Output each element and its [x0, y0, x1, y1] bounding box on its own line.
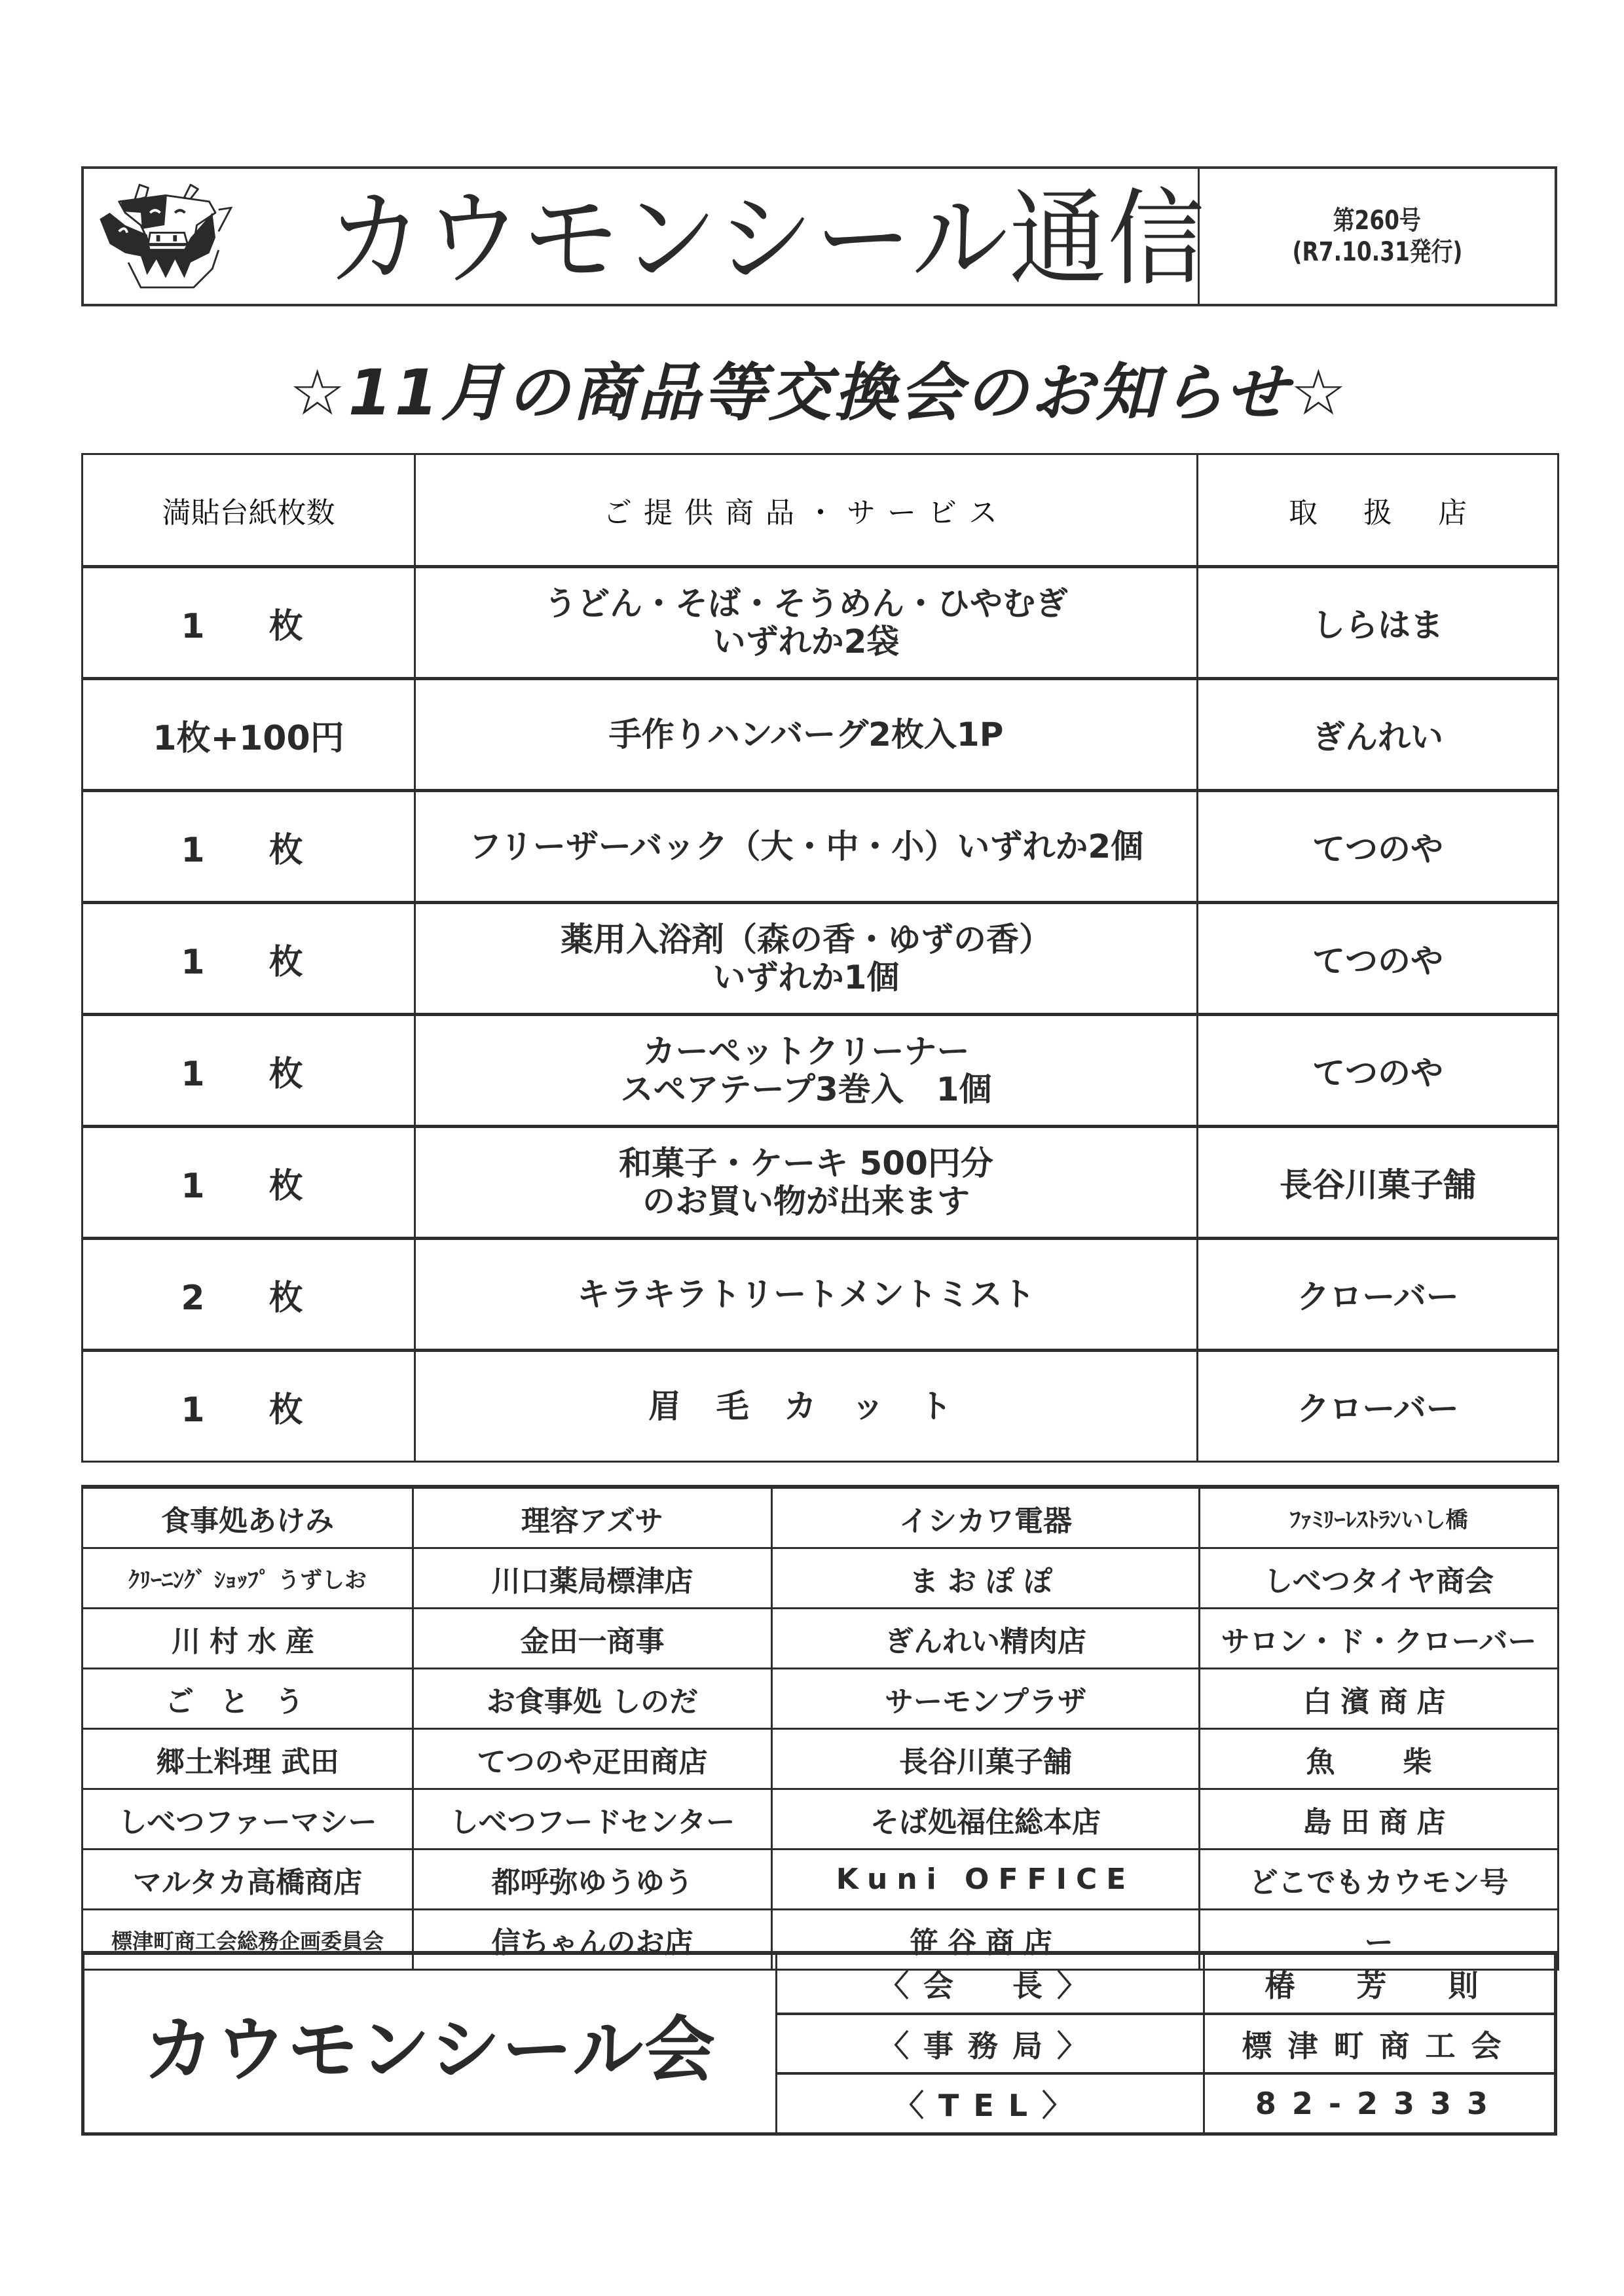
masthead-title-cell	[84, 169, 1206, 304]
sheet-count: 1 枚	[83, 1351, 415, 1462]
store-name: しべつファーマシー	[83, 1789, 413, 1850]
contact-row-tel	[777, 2072, 1554, 2132]
store-name: 標津町商工会総務企画委員会	[83, 1910, 413, 1970]
store-name: 金田一商事	[413, 1609, 772, 1669]
store-name: 笹谷商店	[772, 1910, 1200, 1970]
shop-name: クローバー	[1198, 1351, 1559, 1462]
contact-row-president	[777, 1955, 1554, 2013]
contact-grid	[777, 1955, 1554, 2132]
contact-label: 〈TEL〉	[777, 2075, 1205, 2132]
header-products-services: ご提供商品・サービス	[415, 454, 1198, 567]
product-description: 薬用入浴剤（森の香・ゆずの香） いずれか1個	[415, 903, 1198, 1015]
header-shop: 取扱店	[1198, 454, 1559, 567]
table-row	[83, 1127, 1559, 1239]
store-name: ごとう	[83, 1669, 413, 1729]
store-name: しべつフードセンター	[413, 1789, 772, 1850]
footer-organization	[81, 1951, 1557, 2136]
store-name: しべつタイヤ商会	[1200, 1548, 1559, 1609]
sheet-count: 1 枚	[83, 1015, 415, 1127]
store-name: Kuni OFFICE	[772, 1850, 1200, 1910]
shop-name: クローバー	[1198, 1239, 1559, 1351]
store-row	[83, 1850, 1559, 1910]
store-name: サーモンプラザ	[772, 1669, 1200, 1729]
store-name: てつのや疋田商店	[413, 1729, 772, 1789]
store-row	[83, 1729, 1559, 1789]
cow-face-icon	[90, 175, 241, 300]
store-name: 川村水産	[83, 1609, 413, 1669]
table-row	[83, 679, 1559, 791]
exchange-table	[81, 453, 1559, 1463]
contact-value: 椿 芳 則	[1264, 1967, 1494, 2003]
product-description: 和菓子・ケーキ 500円分 のお買い物が出来ます	[415, 1127, 1198, 1239]
sheet-count: 1 枚	[83, 1127, 415, 1239]
store-name: ｸﾘｰﾆﾝｸﾞ ｼｮｯﾌﾟ うずしお	[83, 1548, 413, 1609]
store-name: 長谷川菓子舗	[772, 1729, 1200, 1789]
store-name: 信ちゃんのお店	[413, 1910, 772, 1970]
product-description: うどん・そば・そうめん・ひやむぎ いずれか2袋	[415, 567, 1198, 679]
table-row	[83, 1351, 1559, 1462]
shop-name: しらはま	[1198, 567, 1559, 679]
store-name: 魚 柴	[1200, 1729, 1559, 1789]
contact-label: 〈事務局〉	[777, 2015, 1205, 2073]
newsletter-title: カウモンシール通信	[326, 178, 1206, 300]
store-row	[83, 1669, 1559, 1729]
sheet-count: 1 枚	[83, 567, 415, 679]
store-row	[83, 1487, 1559, 1548]
product-description: カーペットクリーナー スペアテープ3巻入 1個	[415, 1015, 1198, 1127]
table-row	[83, 791, 1559, 903]
store-name: イシカワ電器	[772, 1487, 1200, 1548]
store-name: まおぽぽ	[772, 1548, 1200, 1609]
contact-label: 〈会 長〉	[777, 1955, 1205, 2013]
store-name: 都呼弥ゆうゆう	[413, 1850, 772, 1910]
store-name: 川口薬局標津店	[413, 1548, 772, 1609]
notice-heading: ☆11月の商品等交換会のお知らせ☆	[289, 356, 1350, 429]
store-name: マルタカ高橋商店	[83, 1850, 413, 1910]
issue-info	[1200, 169, 1555, 304]
store-row	[83, 1789, 1559, 1850]
sheet-count: 1 枚	[83, 791, 415, 903]
shop-name: てつのや	[1198, 903, 1559, 1015]
contact-value: 標津町商工会	[1242, 2028, 1517, 2064]
product-description: 眉 毛 カ ッ ト	[415, 1351, 1198, 1462]
store-name: 白濱商店	[1200, 1669, 1559, 1729]
store-name: サロン・ド・クローバー	[1200, 1609, 1559, 1669]
store-name: ﾌｧﾐﾘｰﾚｽﾄﾗﾝいし橋	[1200, 1487, 1559, 1548]
header-stamp-sheets: 満貼台紙枚数	[83, 454, 415, 567]
masthead	[81, 166, 1557, 306]
shop-name: ぎんれい	[1198, 679, 1559, 791]
table-row	[83, 567, 1559, 679]
shop-name: てつのや	[1198, 1015, 1559, 1127]
store-name: 郷土料理 武田	[83, 1729, 413, 1789]
organization-name: カウモンシール会	[84, 1955, 777, 2132]
store-name: お食事処 しのだ	[413, 1669, 772, 1729]
store-name: そば処福住総本店	[772, 1789, 1200, 1850]
sheet-count: 2 枚	[83, 1239, 415, 1351]
issue-number: 第260号	[1333, 206, 1422, 236]
exchange-table-header	[83, 454, 1559, 567]
store-name: どこでもカウモン号	[1200, 1850, 1559, 1910]
store-name: ー	[1200, 1910, 1559, 1970]
store-name: ぎんれい精肉店	[772, 1609, 1200, 1669]
shop-name: てつのや	[1198, 791, 1559, 903]
contact-row-office	[777, 2013, 1554, 2073]
sheet-count: 1枚+100円	[83, 679, 415, 791]
sheet-count: 1 枚	[83, 903, 415, 1015]
table-row	[83, 903, 1559, 1015]
product-description: キラキラトリートメントミスト	[415, 1239, 1198, 1351]
shop-name: 長谷川菓子舗	[1198, 1127, 1559, 1239]
table-row	[83, 1239, 1559, 1351]
store-name: 理容アズサ	[413, 1487, 772, 1548]
product-description: フリーザーバック（大・中・小）いずれか2個	[415, 791, 1198, 903]
store-row	[83, 1609, 1559, 1669]
contact-value: 82-2333	[1255, 2086, 1504, 2122]
table-row	[83, 1015, 1559, 1127]
store-name: 島田商店	[1200, 1789, 1559, 1850]
store-row	[83, 1548, 1559, 1609]
product-description: 手作りハンバーグ2枚入1P	[415, 679, 1198, 791]
participating-stores-table	[81, 1485, 1559, 1971]
issue-date: (R7.10.31発行)	[1292, 237, 1462, 267]
store-name: 食事処あけみ	[83, 1487, 413, 1548]
